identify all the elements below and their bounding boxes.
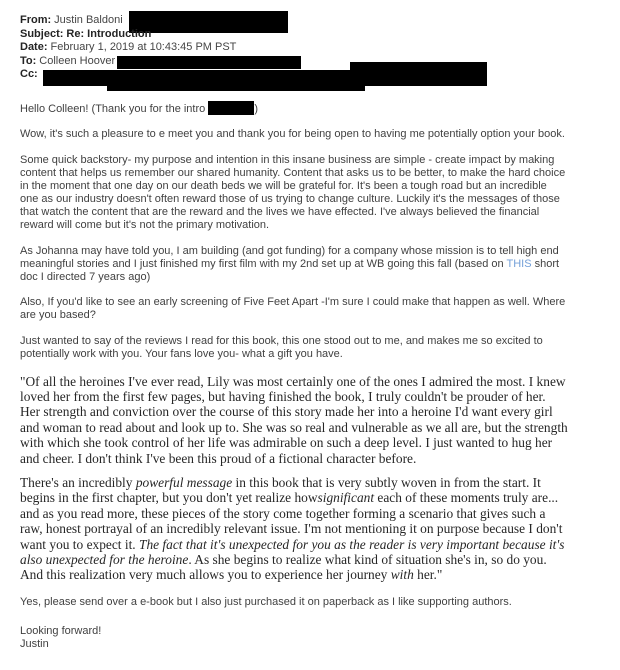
- quote2-seg9: her.": [413, 567, 443, 583]
- to-label: To:: [20, 54, 37, 67]
- date-value: February 1, 2019 at 10:43:45 PM PST: [50, 41, 237, 53]
- from-label: From:: [20, 14, 52, 26]
- paragraph-company: [20, 245, 568, 284]
- company-text-pre: As Johanna may have told you, I am building (and got funding) for a company whose mission is to tell high end meaningful stories and I just finished my first film with my 2nd set up at WB going this fall (based on: [20, 244, 559, 270]
- paragraph-screening: Also, If you'd like to see an early screening of Five Feet Apart -I'm sure I could make that happen as well. Where are you based?: [20, 295, 566, 321]
- greeting-text: Hello Colleen! (Thank you for the intro: [20, 102, 209, 115]
- closing-line: Looking forward!: [20, 624, 102, 637]
- quote2-seg1: There's an incredibly: [20, 474, 136, 490]
- this-link[interactable]: THIS: [506, 257, 532, 270]
- header-from-line: [20, 14, 568, 28]
- quote2-seg4-italic: significant: [317, 490, 375, 506]
- quote2-seg3: in this book that is very subtly woven in from the start. It begins in the first chapter, but you don't yet realize how: [20, 474, 541, 506]
- paragraph-pleasure: Wow, it's such a pleasure to e meet you and thank you for being open to having me potentially option your book.: [20, 127, 565, 140]
- subject-label: Subject:: [20, 27, 64, 40]
- paragraph-reviews: Just wanted to say of the reviews I read for this book, this one stood out to me, and makes me so excited to potentially work with you. Your fans love you- what a gift you have.: [20, 334, 543, 360]
- quote2-seg5: each of these moments truly are... and as you read more, these pieces of the story come together forming a scenario that gives such a raw, honest portrayal of an incredibly relevant issue. I'm not mentioning it on purpose because I don't want you to expect it.: [20, 490, 563, 552]
- paragraph-backstory: Some quick backstory- my purpose and intention in this insane business are simple - create impact by making content that helps us remember our shared humanity. Content that asks us to be better, to make the hard choice in the moment that one day on our death beds we will be grateful for. It's been a tough road but an incredible one as our industry doesn't often reward those of us trying to change culture. Luckily it's the messages of those that watch the content that are the reward and the lives we have effected. I've always believed the financial reward will come but it's not the primary motivation.: [20, 153, 566, 231]
- subject-value: Re: Introduction: [66, 27, 152, 40]
- header-date-line: [20, 41, 568, 55]
- from-value: Justin Baldoni: [54, 14, 123, 26]
- greeting-line: [20, 101, 568, 116]
- book-review-quote-2: [20, 475, 568, 583]
- quote2-seg6-italic: The fact that it's unexpected for you as the reader is very important because it's also unexpected for the heroine: [20, 536, 565, 567]
- header-to-line: [20, 55, 568, 69]
- date-label: Date:: [20, 41, 48, 53]
- email-header: [20, 14, 568, 82]
- header-cc-line: [20, 68, 568, 82]
- greeting-close-paren: ): [254, 102, 258, 115]
- email-content: [20, 14, 568, 651]
- quote2-seg8-italic: with: [390, 567, 414, 583]
- header-subject-line: [20, 28, 568, 42]
- quote2-seg2-italic: powerful message: [135, 474, 233, 490]
- book-review-quote-1: "Of all the heroines I've ever read, Lily was most certainly one of the ones I admired the most. I knew loved her from the first few pages, but having finished the book, I truly couldn't be prouder of her. Her strength and conviction over the course of this story made her into a heroine I'd want every girl and woman to read about and look up to. She was so real and vulnerable as we all are, but the strength with which she took control of her life was admirable on such a deep level. I just wanted to hug her and cheer. I don't think I've been this proud of a fictional character before.: [20, 373, 568, 466]
- to-value: Colleen Hoover: [39, 54, 116, 67]
- signature-line: Justin: [20, 637, 49, 650]
- redaction-box-intro-name: [208, 101, 254, 115]
- cc-label: Cc:: [20, 68, 38, 80]
- paragraph-ebook: Yes, please send over a e-book but I also just purchased it on paperback as I like supporting authors.: [20, 595, 512, 608]
- company-text-post: short doc I directed 7 years ago): [20, 257, 560, 283]
- quote2-seg7: . As she begins to realize what kind of situation she's in, so do you. And this realization very much allows you to experience her journey: [20, 551, 547, 583]
